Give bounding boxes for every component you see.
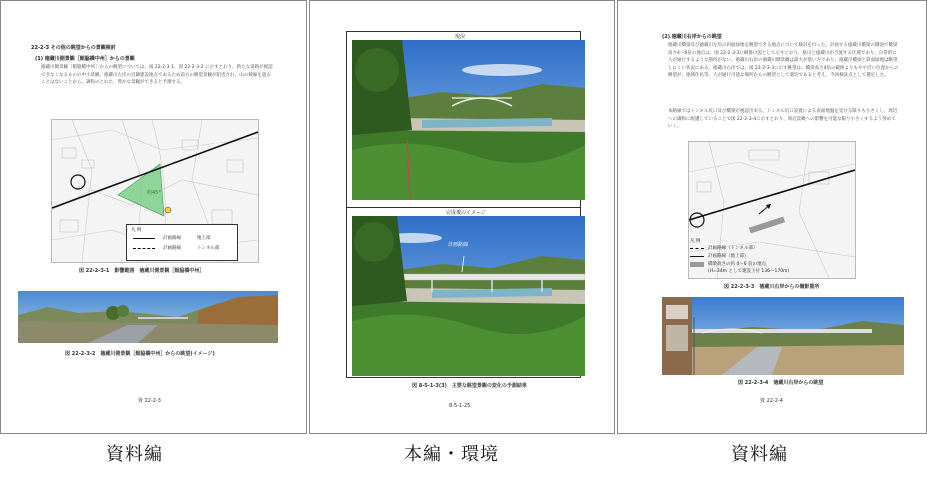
panel-top-title: 現況: [455, 34, 466, 40]
legend-title: 凡 例: [690, 239, 701, 244]
legend-hatch-box: [690, 262, 704, 267]
future-view-photo: [352, 216, 585, 376]
map-legend: [126, 224, 238, 261]
legend-row3: 橋梁高さの約 4～6 倍の地点: [708, 262, 767, 267]
page-number: 資 22-2-3: [138, 398, 161, 404]
legend-row1-b: 地上部: [197, 236, 211, 241]
legend-row2: 計画路線（地上部）: [708, 254, 749, 259]
legend-row4: (H=34m として建設上付 136～170m): [708, 269, 790, 274]
location-map: [688, 141, 856, 279]
viewpoint-marker: [165, 207, 171, 213]
legend-row1: 計画路線（トンネル部）: [708, 246, 758, 251]
label-appendix-left: 資料編: [106, 444, 163, 465]
legend-row2-b: トンネル部: [197, 246, 220, 251]
label-appendix-right: 資料編: [731, 444, 788, 465]
subsection-title: (1) 徳蔵川側景観［館脇橋中州］からの景観: [35, 56, 135, 62]
legend-row2-a: 計画路線: [163, 246, 181, 251]
panel-divider: [346, 207, 580, 208]
legend-solid-line: [133, 238, 155, 239]
legend-dashed-line: [133, 248, 155, 249]
subsection-title: (2) 徳蔵川右岸からの眺望: [662, 34, 722, 40]
section-title: 22-2-3 その他の眺望からの景観検討: [31, 45, 116, 51]
current-view-photo: [352, 40, 585, 200]
figure-2-caption: 図 22-2-3-2 徳蔵川側景観［館脇橋中州］からの眺望(イメージ): [65, 351, 215, 357]
figure-4-caption: 図 22-2-3-4 徳蔵川右岸からの眺望: [738, 380, 824, 386]
figure-caption: 図 8-5-1-3(3) 主要な眺望景観の変化の予測結果: [412, 383, 527, 389]
map-legend: [688, 238, 804, 276]
label-main-environment: 本編・環境: [404, 444, 499, 465]
legend-solid-line: [690, 256, 704, 257]
panel-bottom-title: 完成後のイメージ: [446, 210, 486, 216]
figure-1-caption: 図 22-2-3-1 影響範囲 徳蔵川側景観［館脇橋中州］: [79, 268, 205, 274]
body-paragraph-2: 本路線ではトンネル坑口及び橋梁が視認出来る。トンネル坑口設置による表面地盤を受ける限りも小さくし、周辺への調和に配慮していることで図 22-2-3-4に示すとおり、周辺景観への影響を可能な限り小さくするよう努めていく。: [668, 109, 898, 129]
body-paragraph: 徳蔵川側景観［館脇橋中州］からの眺望については、図 22-2-3-1、図 22-2-3-2 に示すとおり、新たな道路が視認できなくなるものの中小景観、徳蔵川左岸の近隣建設地点であるため前方の眺望景観が阻害され、山の稜線を遮ることはないことから、調和のとれた、豊かな景観ができると予測する。: [41, 65, 273, 85]
angle-label: 約45°: [147, 190, 161, 196]
legend-title: 凡 例: [131, 228, 142, 233]
page-number: 資 22-2-4: [760, 398, 783, 404]
page-number: 8-5-1-25: [449, 403, 471, 409]
location-map: [51, 119, 259, 263]
document-page-center: [309, 0, 615, 434]
panorama-photo: [18, 291, 278, 343]
figure-3-caption: 図 22-2-3-3 徳蔵川右岸からの撮影箇所: [724, 284, 820, 290]
bridge-label: 計画路線: [448, 242, 469, 248]
body-paragraph-1: 徳蔵川橋梁及び徳蔵川左岸の斜面緑地を眺望できる地点について検討を行った。計画する徳蔵川橋梁の側面で橋梁高さ4～6倍の地点は、図 22-2-3-3に網掛け図として示すとおり、県川と徳蔵川が合流する区域であり、日常的に人が通行するような箇所がない。徳蔵川右岸の徳蔵川側景観は最大が低い方であり、徳蔵川橋梁と斜面緑地は眺望しにくい状況にある。徳蔵川右岸では、図 22-2-3-3に示す眺望は、橋梁高さ4倍の範囲よりもやや近い位置からの眺望が、地域住民等、人が通行可能な場所からの眺望として適切であると考え、今回検証点として選定した。: [668, 43, 899, 78]
document-page-right: [617, 0, 927, 434]
legend-row1-a: 計画路線: [163, 236, 181, 241]
right-bank-photo: [662, 297, 904, 375]
legend-dashed-line: [690, 248, 704, 249]
document-page-left: [0, 0, 307, 434]
